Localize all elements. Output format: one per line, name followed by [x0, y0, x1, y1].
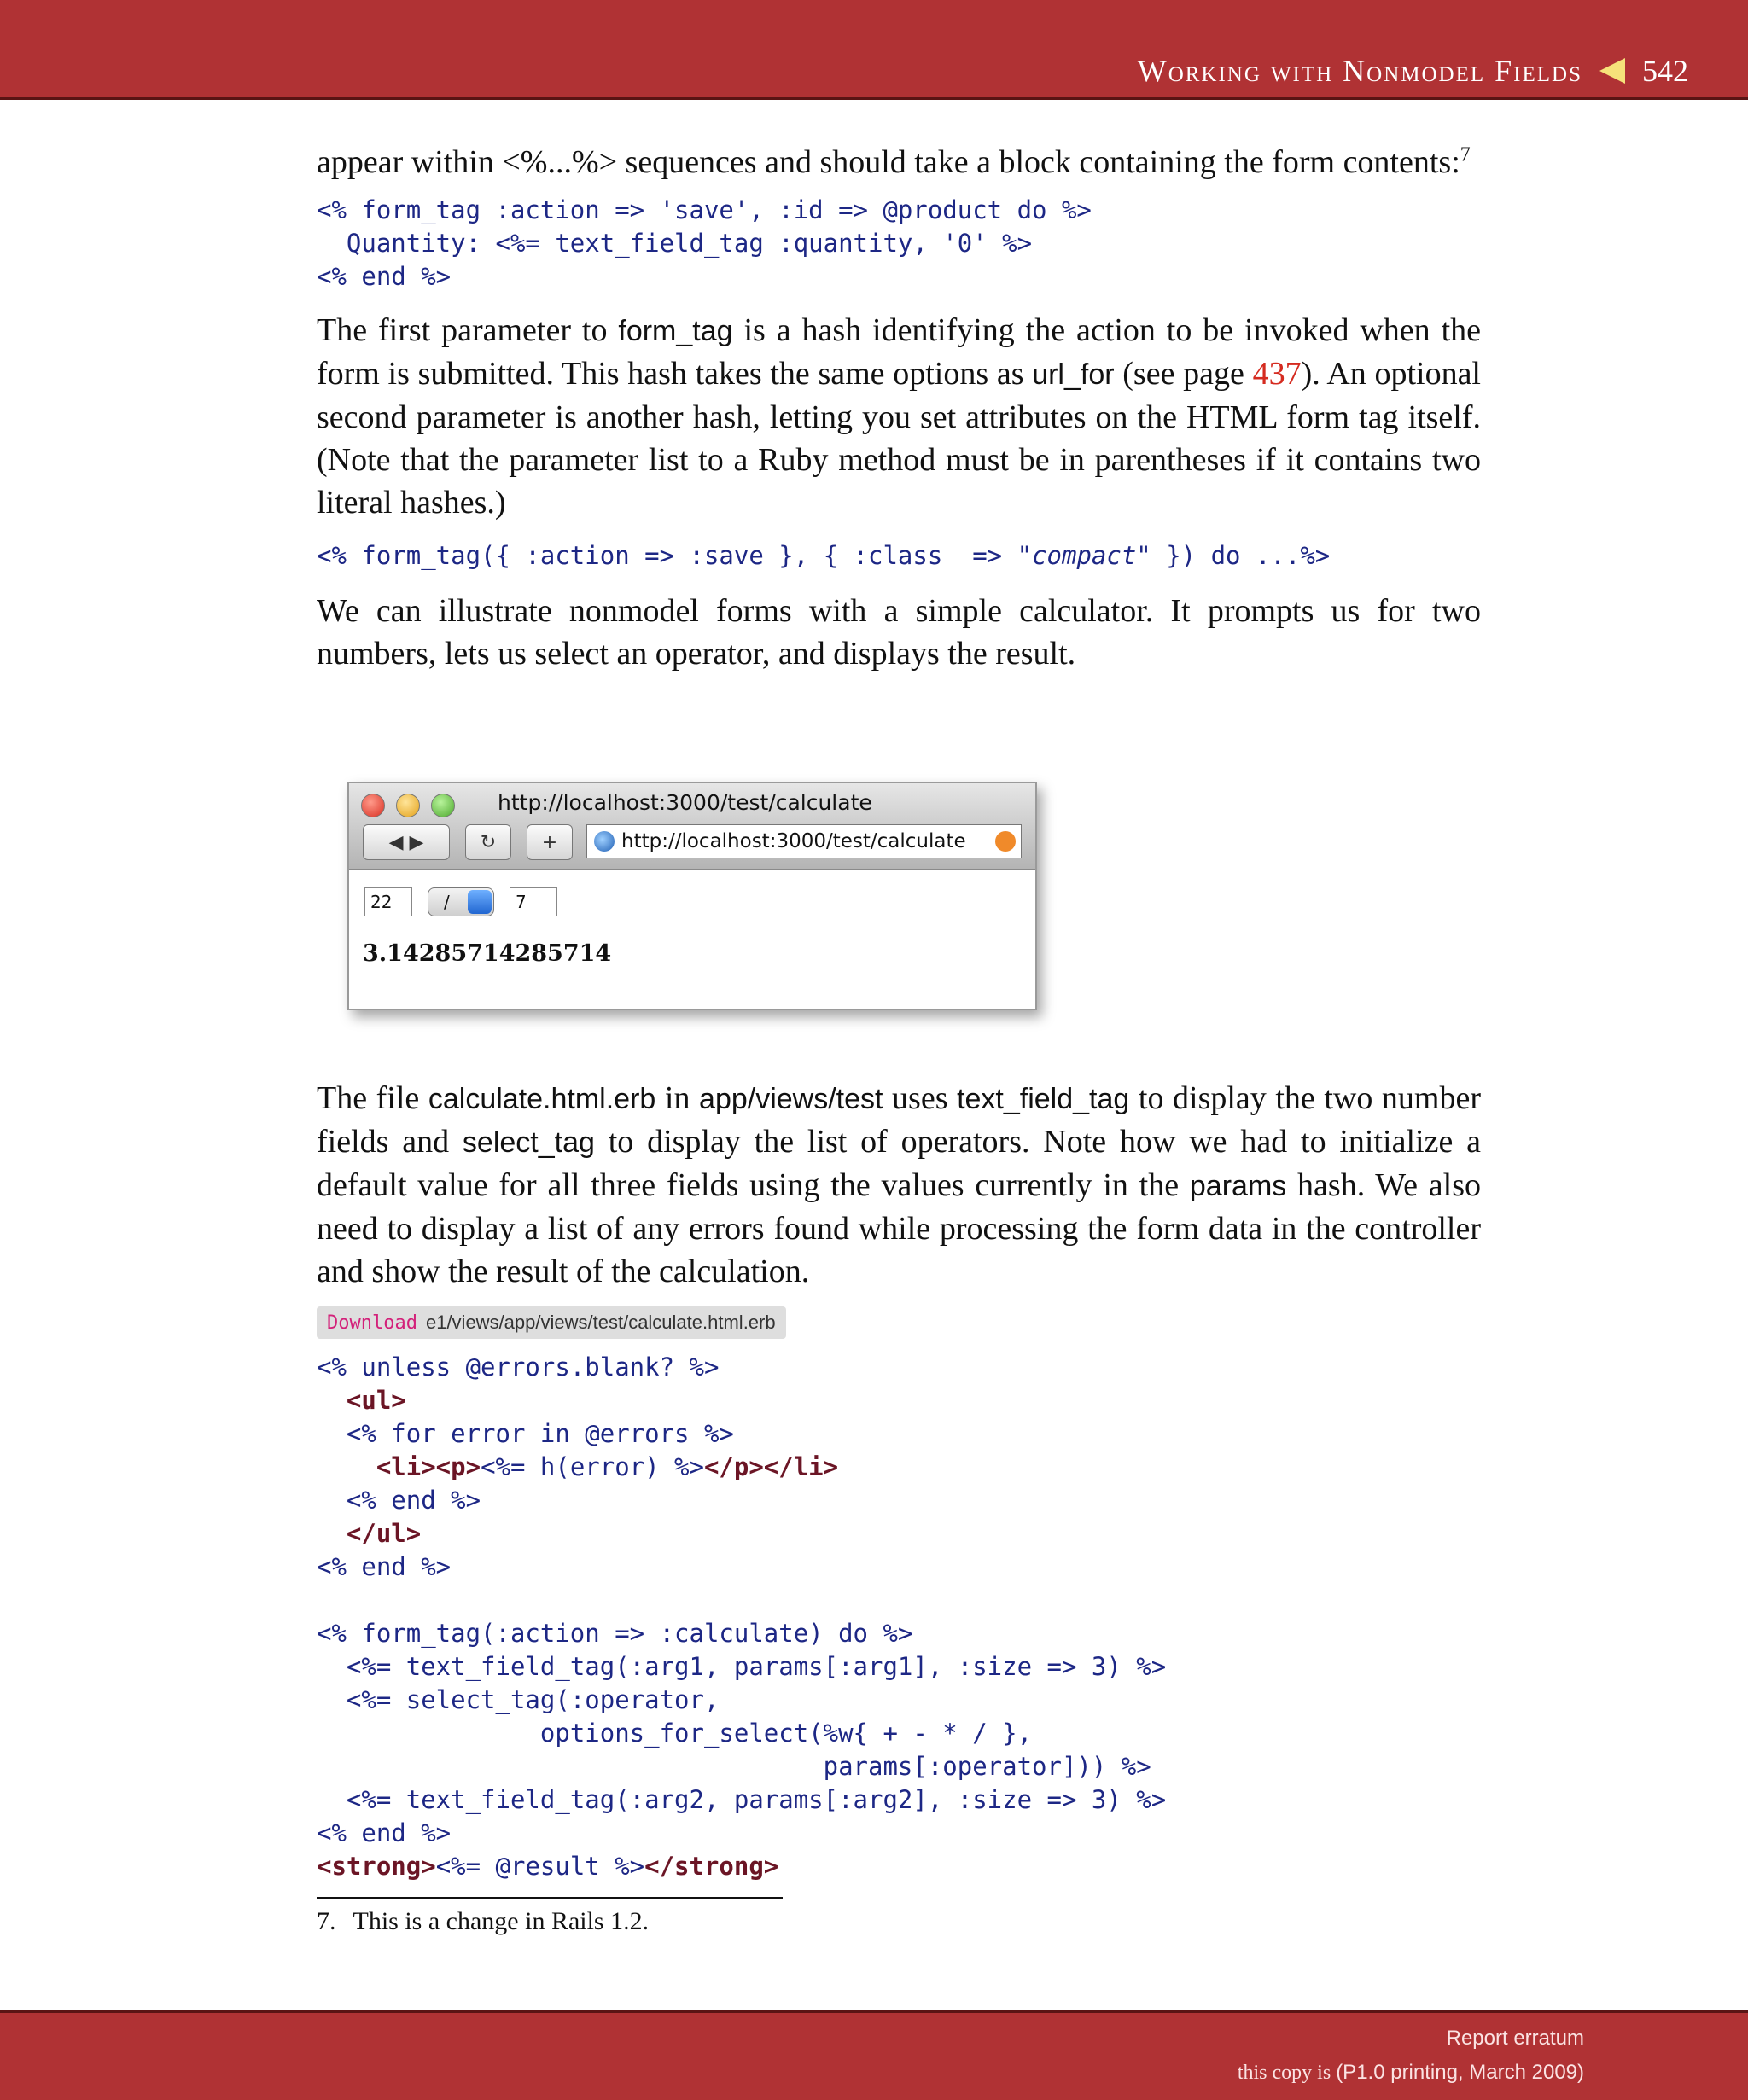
footnote: [317, 1907, 1481, 1936]
close-window-icon[interactable]: [361, 794, 385, 817]
footer-bar: [0, 2010, 1748, 2100]
globe-icon: [594, 831, 615, 852]
code-line: <% end %>: [317, 1818, 452, 1847]
copy-info: [1238, 2061, 1584, 2085]
text: is a hash identifying the action to be invoked when the form is submitted. This hash takes the same options as: [317, 312, 1481, 392]
code-line: params[:operator])) %>: [823, 1752, 1151, 1781]
inline-code: url_for: [1032, 358, 1115, 391]
operator-select-value: /: [444, 892, 450, 912]
text: The first parameter to: [317, 312, 619, 348]
code-line: <% unless @errors.blank? %>: [317, 1352, 720, 1382]
back-forward-button[interactable]: ◀ ▶: [363, 824, 450, 860]
code-line: <% for error in @errors %>: [346, 1419, 734, 1448]
download-label: Download: [327, 1312, 417, 1334]
text: ). An optional second parameter is another hash, letting you set attributes on the HTML form tag itself. (Note that the parameter list to a Ruby method must be in parentheses if it contains two literal hashes.): [317, 356, 1481, 521]
code-block-calculate: [317, 1351, 1481, 1883]
previous-page-triangle-icon[interactable]: [1599, 58, 1625, 84]
text: (see page: [1114, 356, 1253, 392]
code-line: <%= select_tag(:operator,: [346, 1685, 720, 1714]
text: The file: [317, 1080, 428, 1116]
code-html-tag: <strong>: [317, 1852, 436, 1881]
paragraph-intro-text: appear within <%...%> sequences and should take a block containing the form contents:: [317, 144, 1460, 180]
footnote-ref[interactable]: 7: [1460, 143, 1471, 166]
code-line: <%= h(error) %>: [481, 1452, 704, 1481]
inline-code: select_tag: [462, 1126, 595, 1159]
code-html-tag: </p></li>: [703, 1452, 839, 1481]
printing-info: (P1.0 printing, March 2009): [1336, 2061, 1584, 2084]
footnote-text: This is a change in Rails 1.2.: [353, 1907, 650, 1935]
add-bookmark-button[interactable]: +: [527, 824, 573, 860]
code-line: <%= text_field_tag(:arg2, params[:arg2], :size => 3) %>: [346, 1785, 1167, 1814]
running-head: [1138, 53, 1688, 89]
rss-icon[interactable]: [995, 831, 1016, 852]
code-line: <% form_tag :action => 'save', :id => @product do %>: [317, 195, 1092, 224]
code-line: options_for_select(%w{ + - * / },: [539, 1719, 1033, 1748]
code-line: <% form_tag(:action => :calculate) do %>: [317, 1619, 913, 1648]
page-reference-link[interactable]: 437: [1252, 356, 1302, 392]
code-block-form-tag: [317, 194, 1481, 294]
code-html-tag: </strong>: [644, 1852, 779, 1881]
page-content: [317, 141, 1481, 675]
paragraph-form-tag-params: [317, 309, 1481, 524]
code-line: <%= text_field_tag(:arg1, params[:arg1], :size => 3) %>: [346, 1652, 1167, 1681]
inline-code: params: [1189, 1170, 1287, 1202]
browser-page-body: [349, 870, 1035, 1009]
paragraph-intro: [317, 141, 1481, 183]
inline-code: text_field_tag: [957, 1083, 1130, 1115]
window-title: http://localhost:3000/test/calculate: [498, 790, 872, 815]
code-line: <% end %>: [317, 262, 452, 291]
code-html-tag: <ul>: [346, 1386, 406, 1415]
code-text: }) do ...%>: [1151, 541, 1331, 570]
zoom-window-icon[interactable]: [431, 794, 455, 817]
arg2-input[interactable]: 7: [510, 887, 557, 916]
code-line: <% end %>: [346, 1486, 481, 1515]
code-line: Quantity: <%= text_field_tag :quantity, '0' %>: [317, 229, 1033, 258]
code-html-tag: <li><p>: [376, 1452, 481, 1481]
address-bar-url: http://localhost:3000/test/calculate: [621, 830, 966, 852]
inline-code: calculate.html.erb: [428, 1083, 656, 1115]
text: to display the list of operators. Note how we had to initialize a default value for all three fields using the values currently in the: [317, 1124, 1481, 1203]
text: in: [656, 1080, 700, 1116]
code-line: <% end %>: [317, 1552, 452, 1581]
browser-screenshot: [347, 782, 1037, 1010]
browser-chrome: [349, 783, 1035, 870]
download-link[interactable]: [317, 1306, 786, 1339]
report-erratum-link[interactable]: Report erratum: [1446, 2027, 1584, 2050]
header-bar: [0, 0, 1748, 100]
page-number: 542: [1642, 54, 1688, 88]
code-line: <%= @result %>: [435, 1852, 645, 1881]
arg1-input[interactable]: 22: [364, 887, 412, 916]
paragraph-calculate-file: [317, 1077, 1481, 1293]
paragraph-calculator: We can illustrate nonmodel forms with a simple calculator. It prompts us for two numbers, lets us select an operator, and displays the result.: [317, 593, 1481, 672]
text: to display the two number fields and: [317, 1080, 1481, 1160]
operator-select[interactable]: [428, 887, 494, 916]
code-html-tag: </ul>: [346, 1519, 422, 1548]
address-bar[interactable]: [586, 824, 1022, 858]
code-text: <% form_tag({ :action => :save }, { :class =>: [317, 541, 1017, 570]
footnote-number: 7.: [317, 1907, 336, 1935]
code-string: "compact": [1017, 541, 1151, 570]
text: uses: [883, 1080, 958, 1116]
text: hash. We also need to display a list of any errors found while processing the form data in the controller and show the result of the calculation.: [317, 1167, 1481, 1289]
select-arrows-icon: [468, 890, 492, 914]
inline-code: app/views/test: [699, 1083, 883, 1115]
running-title: Working with Nonmodel Fields: [1137, 54, 1582, 88]
reload-button[interactable]: ↻: [465, 824, 511, 860]
footnote-divider: [317, 1897, 783, 1899]
inline-code: form_tag: [618, 315, 733, 347]
page-content-lower: [317, 1077, 1481, 1936]
copy-prefix: this copy is: [1237, 2062, 1337, 2084]
download-path: e1/views/app/views/test/calculate.html.erb: [425, 1312, 776, 1333]
calculation-result: 3.14285714285714: [363, 940, 612, 967]
code-block-form-tag-class: [317, 539, 1481, 573]
minimize-window-icon[interactable]: [396, 794, 420, 817]
